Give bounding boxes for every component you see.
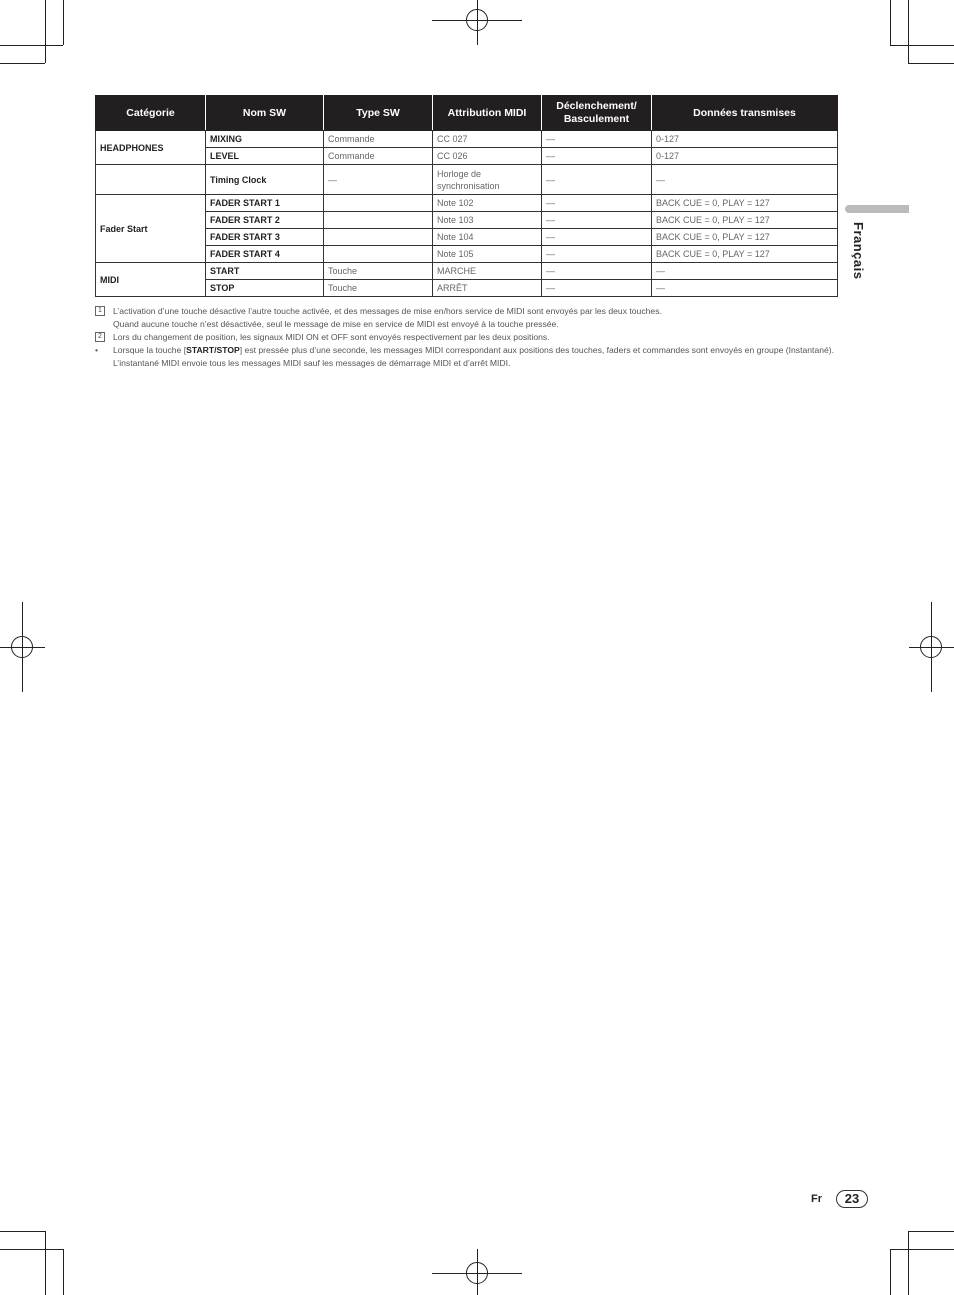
registration-mark bbox=[466, 9, 488, 31]
footnote-text: Lors du changement de position, les signaux MIDI ON et OFF sont envoyés respectivement par les deux positions. bbox=[113, 332, 550, 342]
crop-mark bbox=[45, 0, 46, 63]
crop-mark bbox=[0, 63, 45, 64]
sw-name-cell: Timing Clock bbox=[206, 165, 324, 195]
registration-mark bbox=[11, 636, 33, 658]
midi-cell: Note 104 bbox=[433, 229, 542, 246]
trigger-cell: — bbox=[542, 148, 652, 165]
data-cell: BACK CUE = 0, PLAY = 127 bbox=[652, 246, 838, 263]
data-cell: — bbox=[652, 165, 838, 195]
midi-cell: CC 027 bbox=[433, 131, 542, 148]
table-row bbox=[96, 280, 838, 297]
footnote-text: Quand aucune touche n’est désactivée, seul le message de mise en service de MIDI est envoyé à la touche pressée. bbox=[113, 319, 559, 329]
sw-type-cell bbox=[324, 229, 433, 246]
sw-type-cell: Touche bbox=[324, 263, 433, 280]
category-cell: HEADPHONES bbox=[96, 131, 206, 165]
crop-mark bbox=[890, 1249, 891, 1295]
data-cell: — bbox=[652, 263, 838, 280]
trigger-cell: — bbox=[542, 280, 652, 297]
sw-name-cell: START bbox=[206, 263, 324, 280]
registration-mark bbox=[466, 1262, 488, 1284]
header-midi-assignment: Attribution MIDI bbox=[433, 96, 542, 131]
table-row bbox=[96, 195, 838, 212]
sw-name-cell: FADER START 2 bbox=[206, 212, 324, 229]
language-side-label: Français bbox=[851, 222, 866, 280]
trigger-cell: — bbox=[542, 195, 652, 212]
crop-mark bbox=[890, 1249, 954, 1250]
trigger-cell: — bbox=[542, 212, 652, 229]
bullet-text bbox=[113, 344, 837, 357]
page-number: 23 bbox=[836, 1190, 868, 1208]
sw-name-cell: MIXING bbox=[206, 131, 324, 148]
midi-cell: Horloge de synchronisation bbox=[433, 165, 542, 195]
midi-cell: CC 026 bbox=[433, 148, 542, 165]
sw-type-cell bbox=[324, 212, 433, 229]
table-row bbox=[96, 246, 838, 263]
footnote-marker: 1 bbox=[95, 306, 105, 316]
sw-type-cell: Commande bbox=[324, 148, 433, 165]
category-cell: MIDI bbox=[96, 263, 206, 297]
crop-mark bbox=[0, 45, 63, 46]
footnote-2 bbox=[95, 331, 837, 344]
sw-name-cell: STOP bbox=[206, 280, 324, 297]
crop-mark bbox=[63, 1249, 64, 1295]
midi-cell: MARCHE bbox=[433, 263, 542, 280]
bullet-text-part: ] est pressée plus d’une seconde, les messages MIDI correspondant aux positions des touches, faders et commandes sont envoyés en groupe (Instantané). bbox=[239, 345, 835, 355]
sw-type-cell: — bbox=[324, 165, 433, 195]
footnote-1 bbox=[95, 305, 837, 331]
bullet-text-part: Lorsque la touche [ bbox=[113, 345, 187, 355]
table-row bbox=[96, 131, 838, 148]
trigger-cell: — bbox=[542, 131, 652, 148]
data-cell: — bbox=[652, 280, 838, 297]
footnote-text: L’activation d’une touche désactive l’autre touche activée, et des messages de mise en/hors service de MIDI sont envoyés par les deux touches. bbox=[113, 306, 662, 316]
table-footnotes bbox=[95, 305, 837, 370]
sw-name-cell: FADER START 4 bbox=[206, 246, 324, 263]
language-code: Fr bbox=[811, 1193, 822, 1205]
table-row bbox=[96, 165, 838, 195]
trigger-cell: — bbox=[542, 246, 652, 263]
sw-type-cell bbox=[324, 195, 433, 212]
midi-cell: Note 102 bbox=[433, 195, 542, 212]
language-tab-marker bbox=[845, 205, 909, 213]
stop-key-label: STOP bbox=[216, 345, 240, 355]
category-cell bbox=[96, 165, 206, 195]
header-trigger-toggle: Déclenchement/ Basculement bbox=[542, 96, 652, 131]
sw-name-cell: LEVEL bbox=[206, 148, 324, 165]
midi-cell: Note 103 bbox=[433, 212, 542, 229]
crop-mark bbox=[908, 1231, 954, 1232]
data-cell: BACK CUE = 0, PLAY = 127 bbox=[652, 229, 838, 246]
table-header-row bbox=[96, 96, 838, 131]
crop-mark bbox=[0, 1231, 45, 1232]
midi-cell: ARRÊT bbox=[433, 280, 542, 297]
data-cell: 0-127 bbox=[652, 131, 838, 148]
trigger-cell: — bbox=[542, 263, 652, 280]
crop-mark bbox=[908, 0, 909, 63]
crop-mark bbox=[908, 1231, 909, 1295]
registration-mark bbox=[920, 636, 942, 658]
table-row bbox=[96, 263, 838, 280]
header-transmitted-data: Données transmises bbox=[652, 96, 838, 131]
table-row bbox=[96, 212, 838, 229]
crop-mark bbox=[45, 1231, 46, 1295]
data-cell: BACK CUE = 0, PLAY = 127 bbox=[652, 195, 838, 212]
sw-type-cell: Touche bbox=[324, 280, 433, 297]
header-sw-name: Nom SW bbox=[206, 96, 324, 131]
bullet-note bbox=[95, 344, 837, 370]
crop-mark bbox=[0, 1249, 63, 1250]
header-sw-type: Type SW bbox=[324, 96, 433, 131]
table-row bbox=[96, 148, 838, 165]
footnote-marker: 2 bbox=[95, 332, 105, 342]
data-cell: BACK CUE = 0, PLAY = 127 bbox=[652, 212, 838, 229]
crop-mark bbox=[908, 63, 954, 64]
sw-name-cell: FADER START 3 bbox=[206, 229, 324, 246]
bullet-marker: • bbox=[95, 345, 99, 355]
crop-mark bbox=[63, 0, 64, 45]
trigger-cell: — bbox=[542, 165, 652, 195]
key-separator: / bbox=[214, 345, 217, 355]
sw-type-cell: Commande bbox=[324, 131, 433, 148]
trigger-cell: — bbox=[542, 229, 652, 246]
bullet-text-line2: L’instantané MIDI envoie tous les messages MIDI sauf les messages de démarrage MIDI et d’arrêt MIDI. bbox=[113, 358, 511, 368]
crop-mark bbox=[890, 45, 954, 46]
data-cell: 0-127 bbox=[652, 148, 838, 165]
category-cell: Fader Start bbox=[96, 195, 206, 263]
table-row bbox=[96, 229, 838, 246]
midi-cell: Note 105 bbox=[433, 246, 542, 263]
sw-type-cell bbox=[324, 246, 433, 263]
midi-message-table bbox=[95, 95, 838, 297]
crop-mark bbox=[890, 0, 891, 45]
start-key-label: START bbox=[186, 345, 215, 355]
header-category: Catégorie bbox=[96, 96, 206, 131]
sw-name-cell: FADER START 1 bbox=[206, 195, 324, 212]
